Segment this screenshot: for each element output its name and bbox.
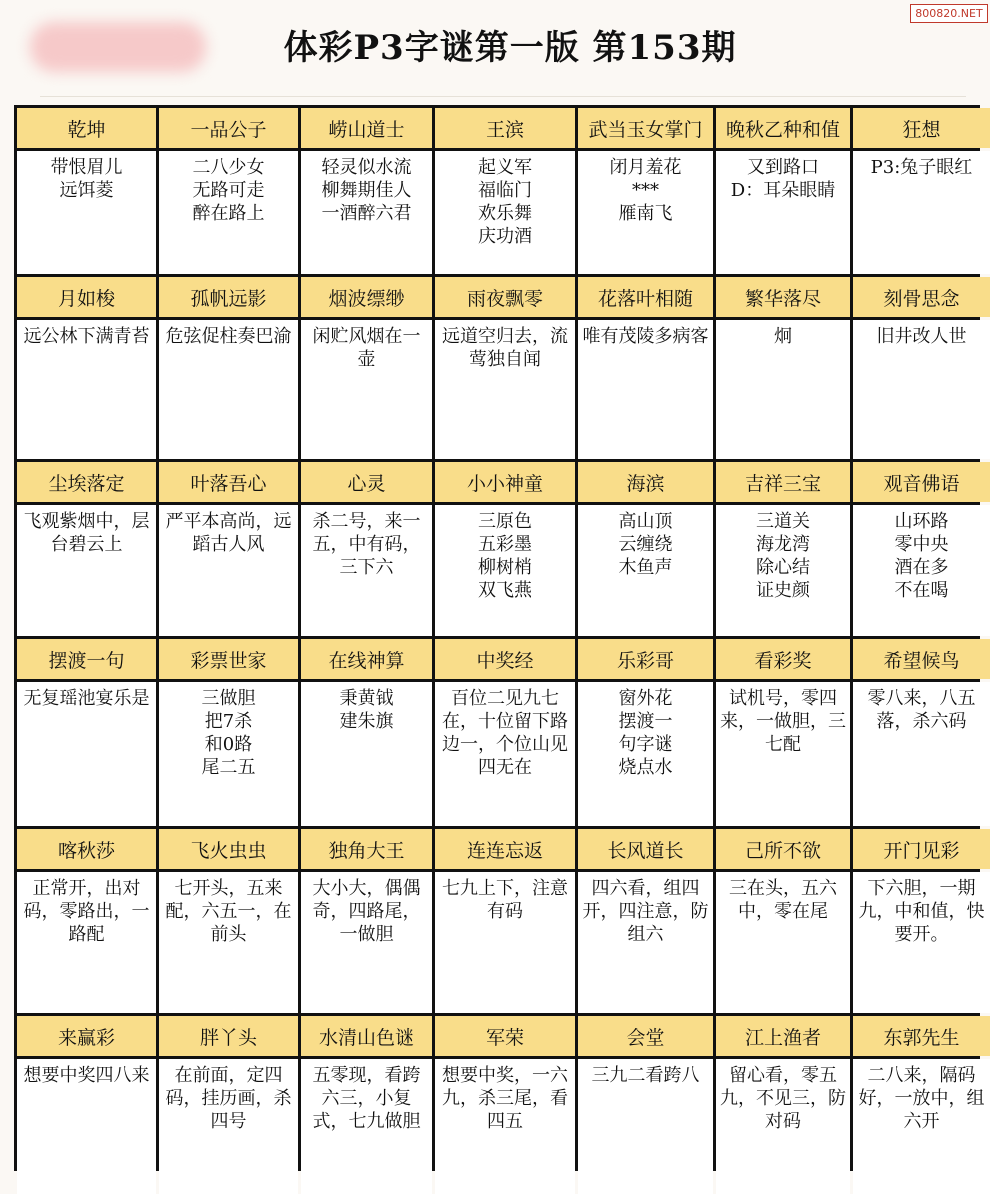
puzzle-body-cell: [578, 1059, 713, 1194]
puzzle-line: 三在头，五六中，零在尾: [729, 878, 837, 922]
puzzle-line: 在前面，定四码，挂历画，杀四号: [165, 1065, 292, 1132]
puzzle-body-cell: [17, 320, 156, 459]
puzzle-table: [14, 105, 985, 1171]
puzzle-body-cell: [435, 872, 575, 1013]
puzzle-line: 试机号，零四来，一做胆，三七配: [720, 688, 846, 755]
puzzle-title-cell: 飞火虫虫: [159, 829, 298, 869]
puzzle-title-cell: 武当玉女掌门: [578, 108, 713, 148]
puzzle-line: 无路可走: [192, 180, 265, 201]
puzzle-line: 四六看，组四开，四注意，防组六: [582, 878, 709, 945]
puzzle-title-cell: 水清山色谜: [301, 1016, 432, 1056]
puzzle-body-cell: [716, 320, 850, 459]
puzzle-line: 唯有茂陵多病客: [582, 326, 709, 347]
puzzle-title-cell: 繁华落尽: [716, 277, 850, 317]
puzzle-title-cell: 孤帆远影: [159, 277, 298, 317]
puzzle-line: 起义军: [478, 157, 532, 178]
puzzle-line: 轻灵似水流: [321, 157, 412, 178]
puzzle-line: 建朱旗: [339, 711, 394, 732]
puzzle-line: 除心结: [756, 557, 810, 578]
puzzle-title-cell: 乐彩哥: [578, 639, 713, 679]
puzzle-line: 海龙湾: [756, 534, 810, 555]
puzzle-title-cell: 狂想: [853, 108, 990, 148]
puzzle-line: 窗外花: [618, 688, 673, 709]
puzzle-title-cell: 东郭先生: [853, 1016, 990, 1056]
puzzle-line: 柳树梢: [478, 557, 532, 578]
puzzle-body-cell: [301, 320, 432, 459]
puzzle-line: 零八来，八五落，杀六码: [867, 688, 976, 732]
puzzle-line: 五彩墨: [478, 534, 532, 555]
puzzle-title-cell: 开门见彩: [853, 829, 990, 869]
puzzle-body-cell: [716, 505, 850, 636]
puzzle-body-cell: [17, 151, 156, 274]
puzzle-line: 想要中奖四八来: [23, 1065, 150, 1086]
puzzle-line: 闲贮风烟在一壶: [312, 326, 421, 370]
puzzle-line: 摆渡一: [618, 711, 673, 732]
puzzle-title-cell: 尘埃落定: [17, 462, 156, 502]
puzzle-line: 想要中奖，一六九，杀三尾，看四五: [442, 1065, 568, 1132]
puzzle-body-cell: [435, 682, 575, 826]
puzzle-title-cell: 花落叶相随: [578, 277, 713, 317]
puzzle-line: 雁南飞: [618, 203, 673, 224]
puzzle-line: 酒在多: [894, 557, 949, 578]
puzzle-line: 二八来，隔码好，一放中，组六开: [858, 1065, 985, 1132]
puzzle-line: 百位二见九七在，十位留下路边一，个位山见四无在: [442, 688, 568, 778]
puzzle-title-cell: 中奖经: [435, 639, 575, 679]
puzzle-line: 炯: [774, 326, 792, 347]
puzzle-title-cell: 海滨: [578, 462, 713, 502]
puzzle-line: 山环路: [894, 511, 949, 532]
puzzle-title-cell: 崂山道士: [301, 108, 432, 148]
puzzle-line: 二八少女: [192, 157, 265, 178]
puzzle-line: 无复瑶池宴乐是: [23, 688, 150, 709]
puzzle-line: 飞观紫烟中，层台碧云上: [23, 511, 150, 555]
puzzle-line: 远饵菱: [59, 180, 114, 201]
puzzle-line: 木鱼声: [618, 557, 673, 578]
puzzle-body-cell: [435, 505, 575, 636]
puzzle-line: 和0路: [204, 734, 253, 755]
puzzle-title-cell: 连连忘返: [435, 829, 575, 869]
puzzle-body-cell: [435, 1059, 575, 1194]
puzzle-title-cell: 独角大王: [301, 829, 432, 869]
puzzle-line: 下六胆，一期九，中和值，快要开。: [858, 878, 985, 945]
page-title: 体彩P3字谜第一版 第153期: [283, 28, 737, 68]
puzzle-line: 又到路口: [747, 157, 819, 178]
puzzle-line: P3:兔子眼红: [870, 157, 973, 178]
puzzle-body-cell: [853, 151, 990, 274]
puzzle-body-cell: [17, 505, 156, 636]
puzzle-line: 旧井改人世: [876, 326, 967, 347]
puzzle-body-cell: [578, 151, 713, 274]
puzzle-line: 三道关: [756, 511, 810, 532]
puzzle-title-cell: 烟波缥缈: [301, 277, 432, 317]
puzzle-body-cell: [853, 1059, 990, 1194]
puzzle-title-cell: 王滨: [435, 108, 575, 148]
puzzle-line: 把7杀: [204, 711, 253, 732]
puzzle-title-cell: 观音佛语: [853, 462, 990, 502]
puzzle-title-cell: 乾坤: [17, 108, 156, 148]
puzzle-body-cell: [853, 320, 990, 459]
puzzle-line: ***: [632, 180, 659, 201]
puzzle-line: 留心看，零五九，不见三，防对码: [720, 1065, 846, 1132]
puzzle-body-cell: [17, 682, 156, 826]
puzzle-body-cell: [716, 151, 850, 274]
puzzle-body-cell: [159, 151, 298, 274]
puzzle-title-cell: 吉祥三宝: [716, 462, 850, 502]
puzzle-body-cell: [159, 872, 298, 1013]
puzzle-line: 闭月羞花: [609, 157, 682, 178]
puzzle-line: 烧点水: [618, 757, 673, 778]
puzzle-body-cell: [17, 1059, 156, 1194]
puzzle-line: 危弦促柱奏巴渝: [165, 326, 292, 347]
puzzle-body-cell: [301, 505, 432, 636]
puzzle-body-cell: [578, 872, 713, 1013]
puzzle-line: 秉黄钺: [339, 688, 394, 709]
puzzle-line: 福临门: [478, 180, 532, 201]
puzzle-line: 证史颜: [756, 580, 810, 601]
puzzle-line: 远道空归去，流莺独自闻: [442, 326, 568, 370]
puzzle-body-cell: [435, 151, 575, 274]
puzzle-body-cell: [301, 872, 432, 1013]
puzzle-title-cell: 彩票世家: [159, 639, 298, 679]
puzzle-line: 柳舞期佳人: [321, 180, 412, 201]
puzzle-title-cell: 己所不欲: [716, 829, 850, 869]
puzzle-body-cell: [301, 151, 432, 274]
puzzle-line: 正常开，出对码，零路出，一路配: [23, 878, 150, 945]
puzzle-body-cell: [853, 682, 990, 826]
puzzle-title-cell: 长风道长: [578, 829, 713, 869]
puzzle-body-cell: [301, 1059, 432, 1194]
puzzle-line: 一酒醉六君: [321, 203, 412, 224]
puzzle-body-cell: [159, 505, 298, 636]
puzzle-body-cell: [716, 1059, 850, 1194]
puzzle-line: 严平本高尚，远蹈古人风: [165, 511, 292, 555]
puzzle-line: 不在喝: [894, 580, 949, 601]
puzzle-body-cell: [159, 320, 298, 459]
puzzle-body-cell: [578, 505, 713, 636]
puzzle-body-cell: [435, 320, 575, 459]
puzzle-title-cell: 小小神童: [435, 462, 575, 502]
puzzle-title-cell: 月如梭: [17, 277, 156, 317]
puzzle-line: 云缠绕: [618, 534, 673, 555]
puzzle-line: D：耳朵眼睛: [730, 180, 836, 201]
puzzle-line: 七九上下，注意有码: [442, 878, 568, 922]
puzzle-title-cell: 叶落吾心: [159, 462, 298, 502]
puzzle-body-cell: [578, 682, 713, 826]
blurred-logo: [30, 22, 206, 72]
puzzle-title-cell: 一品公子: [159, 108, 298, 148]
puzzle-title-cell: 心灵: [301, 462, 432, 502]
puzzle-line: 五零现，看跨六三，小复式，七九做胆: [312, 1065, 421, 1132]
puzzle-line: 大小大，偶偶奇，四路尾，一做胆: [312, 878, 421, 945]
puzzle-title-cell: 来赢彩: [17, 1016, 156, 1056]
puzzle-title-cell: 军荣: [435, 1016, 575, 1056]
puzzle-line: 高山顶: [618, 511, 673, 532]
site-watermark: 800820.NET: [910, 4, 988, 23]
puzzle-line: 尾二五: [201, 757, 256, 778]
puzzle-body-cell: [716, 682, 850, 826]
puzzle-title-cell: 晚秋乙种和值: [716, 108, 850, 148]
puzzle-line: 庆功酒: [478, 226, 532, 247]
puzzle-title-cell: 雨夜飘零: [435, 277, 575, 317]
puzzle-line: 零中央: [894, 534, 949, 555]
puzzle-title-cell: 喀秋莎: [17, 829, 156, 869]
puzzle-title-cell: 胖丫头: [159, 1016, 298, 1056]
puzzle-body-cell: [853, 872, 990, 1013]
puzzle-line: 三原色: [478, 511, 532, 532]
puzzle-title-cell: 刻骨思念: [853, 277, 990, 317]
puzzle-line: 远公林下满青苔: [23, 326, 150, 347]
puzzle-line: 双飞燕: [478, 580, 532, 601]
puzzle-body-cell: [159, 682, 298, 826]
puzzle-body-cell: [853, 505, 990, 636]
puzzle-title-cell: 会堂: [578, 1016, 713, 1056]
puzzle-line: 杀二号，来一五，中有码，三下六: [312, 511, 421, 578]
puzzle-body-cell: [578, 320, 713, 459]
header-divider: [40, 96, 966, 97]
puzzle-body-cell: [301, 682, 432, 826]
puzzle-line: 三九二看跨八: [591, 1065, 700, 1086]
puzzle-line: 三做胆: [201, 688, 256, 709]
puzzle-title-cell: 在线神算: [301, 639, 432, 679]
puzzle-line: 欢乐舞: [478, 203, 532, 224]
puzzle-body-cell: [17, 872, 156, 1013]
puzzle-title-cell: 江上渔者: [716, 1016, 850, 1056]
puzzle-line: 句字谜: [618, 734, 673, 755]
puzzle-line: 醉在路上: [192, 203, 265, 224]
puzzle-title-cell: 看彩奖: [716, 639, 850, 679]
puzzle-title-cell: 摆渡一句: [17, 639, 156, 679]
puzzle-body-cell: [159, 1059, 298, 1194]
puzzle-title-cell: 希望候鸟: [853, 639, 990, 679]
puzzle-body-cell: [716, 872, 850, 1013]
puzzle-line: 带恨眉儿: [50, 157, 123, 178]
puzzle-line: 七开头，五来配，六五一，在前头: [165, 878, 292, 945]
